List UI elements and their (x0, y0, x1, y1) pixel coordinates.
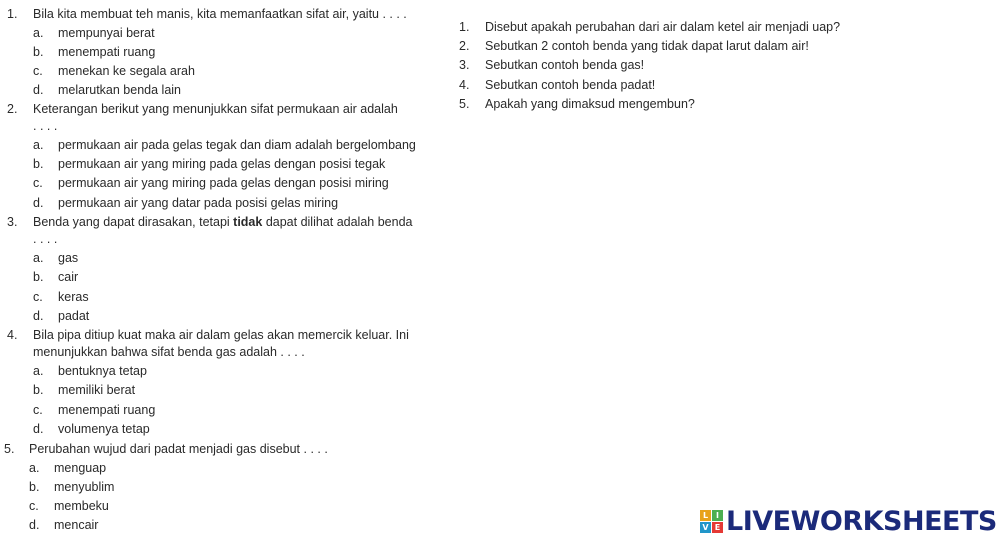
option-letter: a. (33, 138, 44, 152)
question-number: 4. (7, 328, 18, 342)
option-letter: d. (33, 196, 44, 210)
question-number: 2. (7, 102, 18, 116)
question-text: Keterangan berikut yang menunjukkan sifat permukaan air adalah (33, 102, 398, 116)
option-c: menekan ke segala arah (58, 64, 195, 78)
option-letter: b. (29, 480, 40, 494)
logo-icon-tile: E (712, 522, 723, 533)
option-letter: c. (33, 64, 43, 78)
option-b: menyublim (54, 480, 115, 494)
logo-icon-tile: L (700, 510, 711, 521)
option-letter: b. (33, 45, 44, 59)
question-number: 3. (459, 58, 470, 72)
logo-icon (700, 510, 723, 533)
emphasis-word: tidak (233, 215, 263, 229)
option-d: volumenya tetap (58, 422, 150, 436)
option-d: padat (58, 309, 90, 323)
logo-text: LIVEWORKSHEETS (726, 505, 997, 537)
option-letter: b. (33, 270, 44, 284)
question-number: 1. (459, 20, 470, 34)
option-a: permukaan air pada gelas tegak dan diam adalah bergelombang (58, 138, 416, 152)
question-text-part: Benda yang dapat dirasakan, tetapi (33, 215, 234, 229)
question-text: Bila pipa ditiup kuat maka air dalam gelas akan memercik keluar. Ini (33, 328, 409, 342)
option-d: permukaan air yang datar pada posisi gelas miring (58, 196, 339, 210)
option-c: permukaan air yang miring pada gelas dengan posisi miring (58, 176, 389, 190)
logo-icon-tile: V (700, 522, 711, 533)
option-b: menempati ruang (58, 45, 156, 59)
essay-question-3: Sebutkan contoh benda gas! (485, 58, 645, 72)
essay-question-2: Sebutkan 2 contoh benda yang tidak dapat larut dalam air! (485, 39, 809, 53)
option-d: mencair (54, 518, 99, 532)
option-letter: d. (33, 422, 44, 436)
option-b: cair (58, 270, 79, 284)
option-b: permukaan air yang miring pada gelas dengan posisi tegak (58, 157, 386, 171)
liveworksheets-logo (700, 506, 997, 536)
option-c: menempati ruang (58, 403, 156, 417)
question-continuation: . . . . (33, 232, 58, 246)
option-letter: a. (33, 26, 44, 40)
option-d: melarutkan benda lain (58, 83, 181, 97)
option-a: bentuknya tetap (58, 364, 147, 378)
option-a: mempunyai berat (58, 26, 155, 40)
question-text: Perubahan wujud dari padat menjadi gas disebut . . . . (29, 442, 328, 456)
option-letter: d. (29, 518, 40, 532)
option-b: memiliki berat (58, 383, 136, 397)
question-text: Bila kita membuat teh manis, kita memanfaatkan sifat air, yaitu . . . . (33, 7, 407, 21)
option-letter: b. (33, 383, 44, 397)
logo-icon-tile: I (712, 510, 723, 521)
question-number: 5. (459, 97, 470, 111)
option-letter: d. (33, 309, 44, 323)
question-number: 1. (7, 7, 18, 21)
question-text-part: dapat dilihat adalah benda (262, 215, 413, 229)
option-c: membeku (54, 499, 109, 513)
option-a: menguap (54, 461, 107, 475)
question-number: 4. (459, 78, 470, 92)
option-letter: b. (33, 157, 44, 171)
option-letter: a. (33, 364, 44, 378)
question-number: 2. (459, 39, 470, 53)
option-letter: c. (33, 176, 43, 190)
option-letter: a. (33, 251, 44, 265)
option-letter: c. (29, 499, 39, 513)
question-continuation: . . . . (33, 119, 58, 133)
question-number: 5. (4, 442, 15, 456)
question-continuation: menunjukkan bahwa sifat benda gas adalah . . . . (33, 345, 305, 359)
essay-question-1: Disebut apakah perubahan dari air dalam ketel air menjadi uap? (485, 20, 841, 34)
option-letter: a. (29, 461, 40, 475)
option-letter: c. (33, 403, 43, 417)
option-letter: d. (33, 83, 44, 97)
option-a: gas (58, 251, 79, 265)
question-number: 3. (7, 215, 18, 229)
essay-question-5: Apakah yang dimaksud mengembun? (485, 97, 695, 111)
essay-question-4: Sebutkan contoh benda padat! (485, 78, 656, 92)
option-c: keras (58, 290, 89, 304)
option-letter: c. (33, 290, 43, 304)
question-text (33, 215, 412, 229)
